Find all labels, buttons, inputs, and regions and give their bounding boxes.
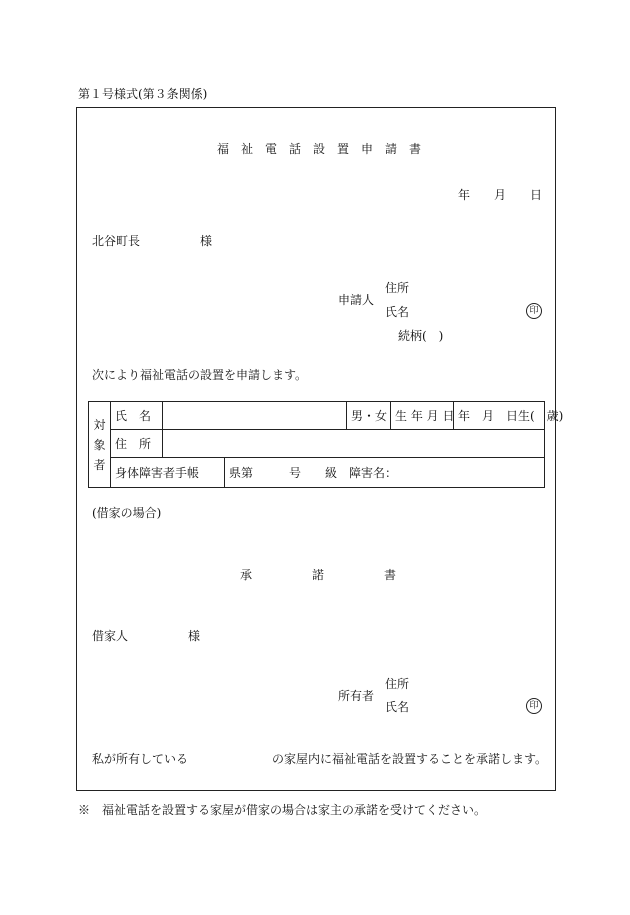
applicant-seal-icon: 印: [526, 303, 542, 319]
owner-seal-icon: 印: [526, 698, 542, 714]
rental-note: (借家の場合): [92, 506, 162, 520]
owner-address-label: 住所: [385, 677, 410, 691]
name-value: [163, 402, 347, 430]
applicant-address-label: 住所: [385, 281, 410, 295]
owner-label: 所有者: [338, 689, 375, 703]
consent-text: 私が所有している の家屋内に福祉電話を設置することを承諾します。: [92, 752, 548, 766]
name-label: 氏 名: [111, 402, 163, 430]
consent-addressee: 借家人 様: [92, 629, 201, 643]
birth-date-value: 年 月 日生( 歳): [454, 402, 545, 430]
target-person-side-label: 対 象 者: [89, 402, 111, 488]
request-text: 次により福祉電話の設置を申請します。: [92, 368, 308, 382]
footnote: ※ 福祉電話を設置する家屋が借家の場合は家主の承諾を受けてください。: [78, 803, 487, 817]
handbook-value: 県第 号 級 障害名：: [225, 458, 545, 488]
date-line: 年 月 日: [458, 188, 543, 202]
form-title: 福 祉 電 話 設 置 申 請 書: [217, 142, 422, 156]
address-label: 住 所: [111, 430, 163, 458]
applicant-relation-label: 続柄( ): [398, 329, 444, 343]
applicant-name-label: 氏名: [385, 305, 410, 319]
consent-title: 承 諾 書: [240, 568, 397, 582]
target-person-table: [88, 401, 564, 488]
applicant-label: 申請人: [338, 293, 375, 307]
form-number: 第１号様式(第３条関係): [78, 87, 208, 101]
addressee: 北谷町長 様: [92, 234, 213, 248]
address-value: [163, 430, 545, 458]
gender-option: 男・女: [347, 402, 391, 430]
owner-name-label: 氏名: [385, 700, 410, 714]
birth-date-label: 生 年 月 日: [391, 402, 454, 430]
handbook-label: 身体障害者手帳: [111, 458, 225, 488]
